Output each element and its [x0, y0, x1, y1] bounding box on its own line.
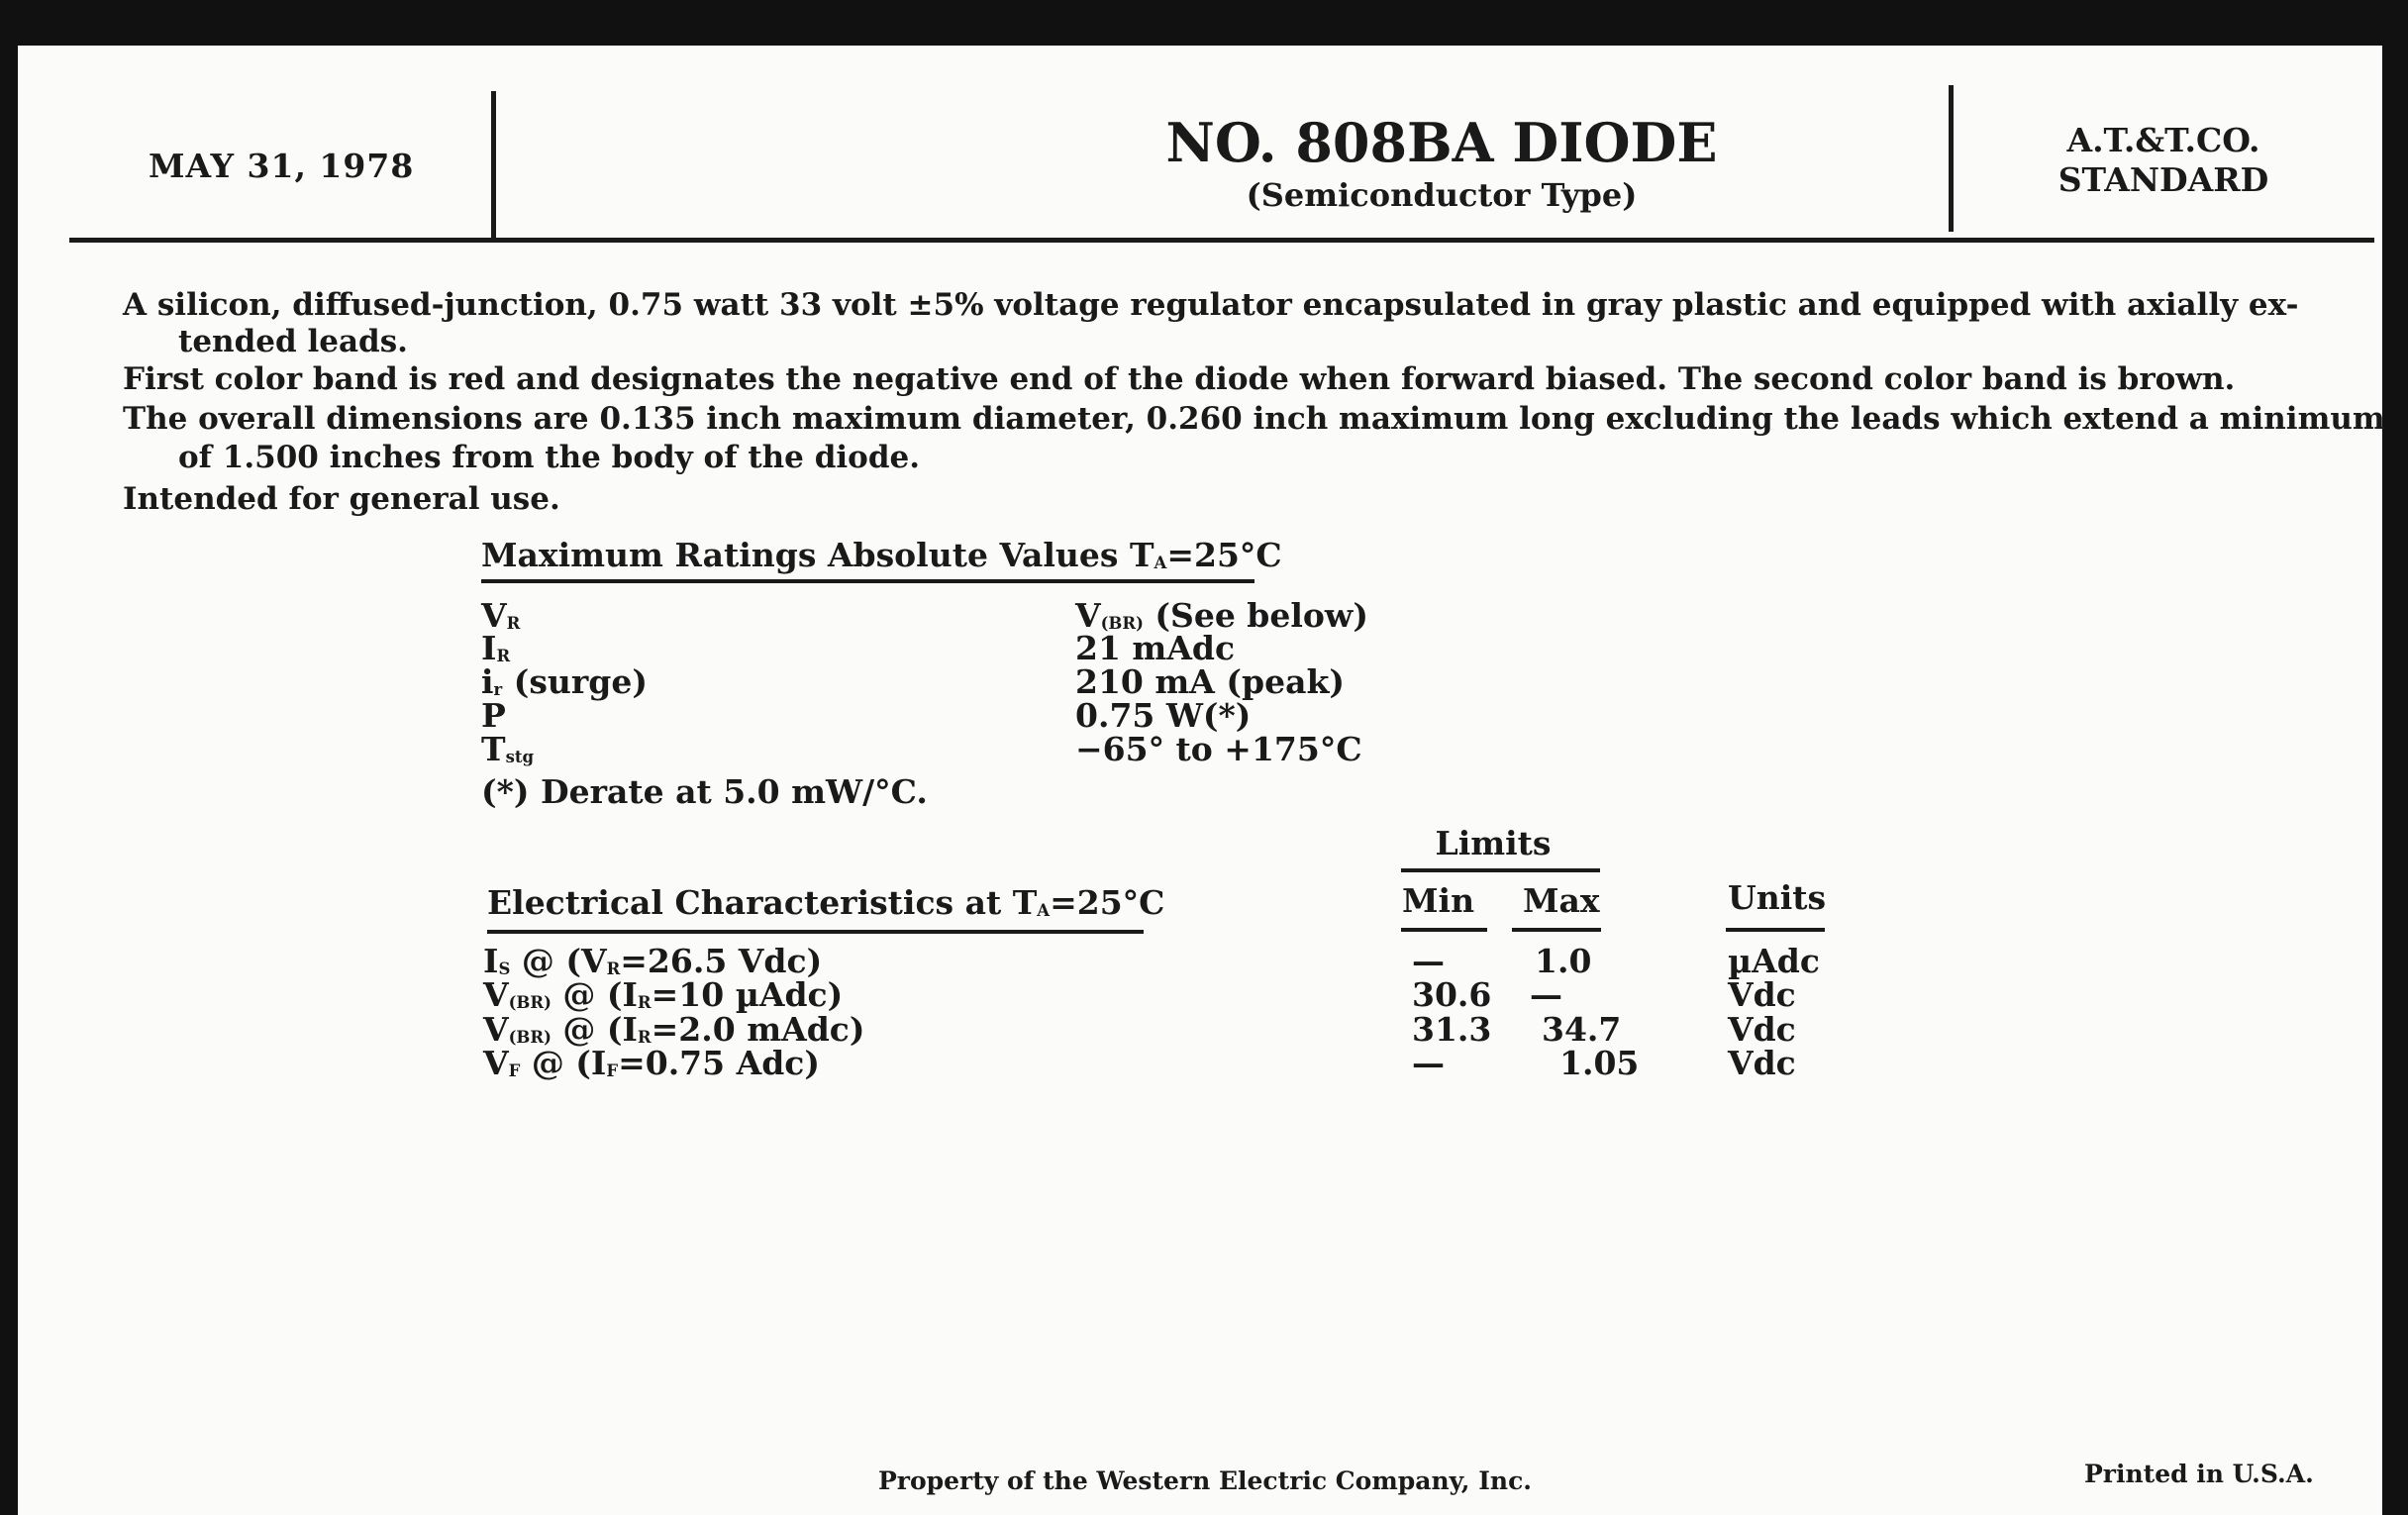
rating-value: 210 mA (peak)	[1075, 662, 1345, 701]
rating-value: 21 mAdc	[1075, 629, 1236, 667]
limit-max: 1.0	[1535, 942, 1592, 980]
header-divider	[491, 91, 496, 238]
heading-rule	[487, 930, 1144, 934]
limit-min: —	[1412, 1044, 1445, 1082]
characteristic-label: $V_{(BR)}$ @ ($I_R=10$ µAdc)	[483, 975, 844, 1014]
standard-label: STANDARD	[2057, 160, 2269, 199]
heading-rule	[481, 579, 1254, 583]
property-notice: Property of the Western Electric Company, Inc.	[877, 1466, 1533, 1495]
limit-min: 31.3	[1412, 1010, 1492, 1049]
page-title: NO. 808BA DIODE	[1165, 111, 1718, 174]
page-subtitle: (Semiconductor Type)	[1246, 176, 1638, 214]
standard-org: A.T.&T.CO.	[2066, 121, 2260, 159]
limits-rule	[1401, 868, 1600, 872]
units-label: Units	[1728, 878, 1827, 917]
rating-symbol: $i_r$ (surge)	[481, 662, 648, 701]
max-rule	[1512, 928, 1601, 932]
rating-value: $V_{(BR)}$ (See below)	[1075, 596, 1368, 635]
rating-value: −65° to +175°C	[1075, 730, 1362, 768]
description-line: Intended for general use.	[123, 481, 560, 517]
issue-date: MAY 31, 1978	[149, 147, 415, 185]
limit-max: 34.7	[1542, 1010, 1622, 1049]
units-rule	[1726, 928, 1825, 932]
characteristic-label: $V_{(BR)}$ @ ($I_R=2.0$ mAdc)	[483, 1010, 865, 1049]
derate-note: (*) Derate at 5.0 mW/°C.	[481, 772, 928, 811]
description-line: of 1.500 inches from the body of the diode.	[178, 440, 921, 475]
limit-max: —	[1530, 975, 1562, 1014]
electrical-heading: Electrical Characteristics at $T_A=25^\circ C$	[487, 883, 1165, 922]
characteristic-label: $V_F$ @ ($I_F=0.75$ Adc)	[483, 1044, 820, 1082]
min-rule	[1401, 928, 1487, 932]
max-label: Max	[1523, 881, 1600, 920]
document-page	[18, 46, 2382, 1515]
rating-symbol: $T_{stg}$	[481, 730, 535, 768]
limit-max: 1.05	[1559, 1044, 1640, 1082]
units-value: µAdc	[1728, 942, 1820, 980]
limits-label: Limits	[1435, 824, 1552, 862]
description-line: A silicon, diffused-junction, 0.75 watt 33 volt ±5% voltage regulator encapsulated in gray plastic and equipped with axially ex-	[123, 287, 2299, 323]
rating-value: 0.75 W(*)	[1075, 696, 1252, 735]
header-rule	[69, 238, 2374, 243]
characteristic-label: $I_S$ @ ($V_R=26.5$ Vdc)	[483, 942, 823, 980]
units-value: Vdc	[1728, 975, 1796, 1014]
min-label: Min	[1402, 881, 1475, 920]
limit-min: 30.6	[1412, 975, 1492, 1014]
rating-symbol: P	[481, 696, 506, 735]
units-value: Vdc	[1728, 1044, 1796, 1082]
header-divider	[1949, 85, 1954, 232]
description-line: tended leads.	[178, 324, 408, 359]
limit-min: —	[1412, 942, 1445, 980]
units-value: Vdc	[1728, 1010, 1796, 1049]
rating-symbol: $I_R$	[481, 629, 511, 667]
description-line: First color band is red and designates the negative end of the diode when forward biased. The second color band is brown.	[123, 361, 2236, 397]
max-ratings-heading: Maximum Ratings Absolute Values $T_A=25^\circ C$	[481, 536, 1282, 574]
rating-symbol: $V_R$	[481, 596, 521, 635]
printed-notice: Printed in U.S.A.	[2084, 1460, 2314, 1488]
description-line: The overall dimensions are 0.135 inch maximum diameter, 0.260 inch maximum long excluding the leads which extend a minimum	[123, 401, 2385, 437]
